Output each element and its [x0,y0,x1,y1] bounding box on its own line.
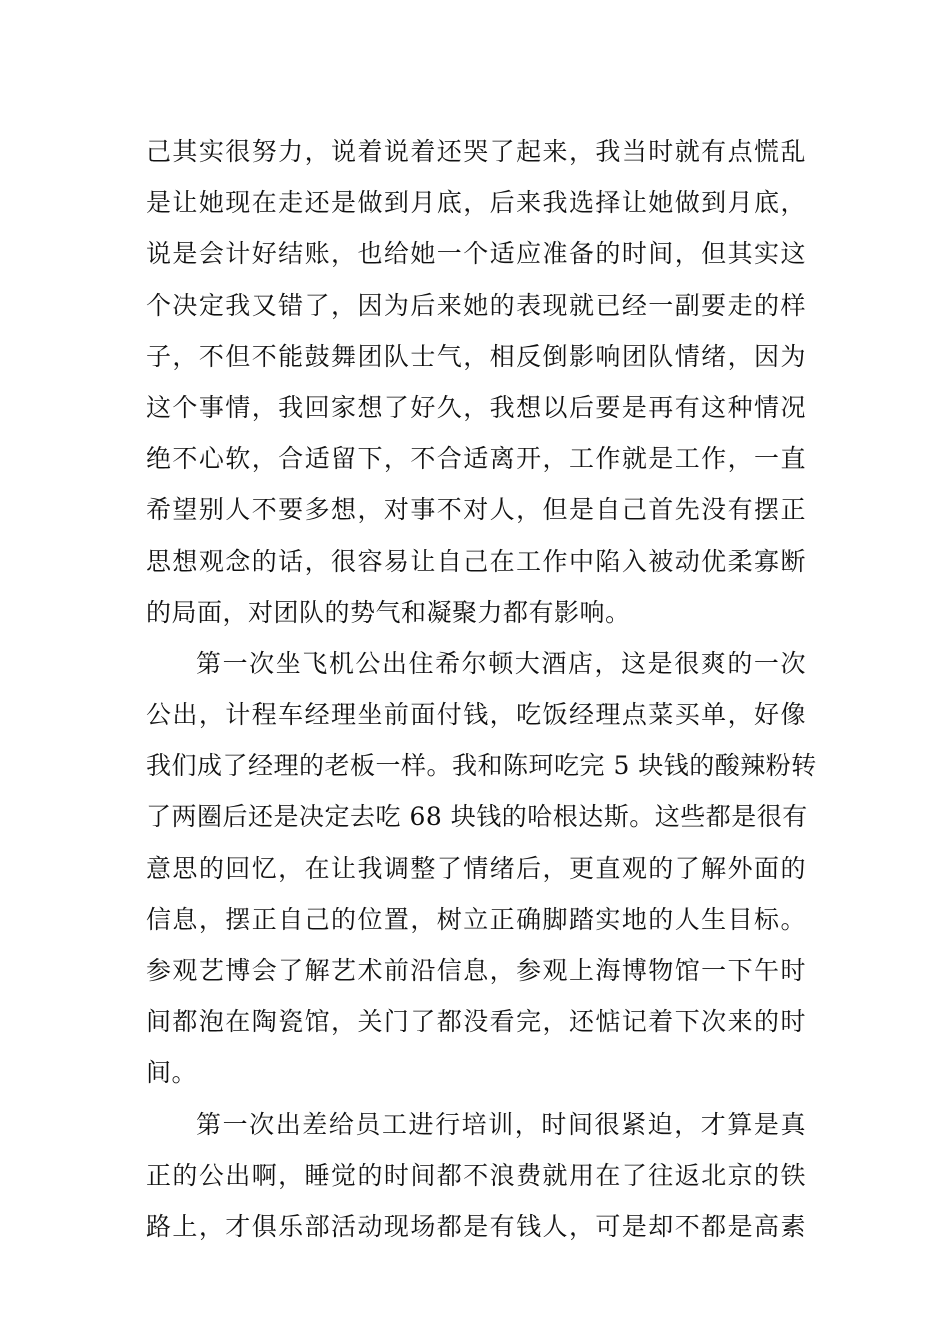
text-line: 子，不但不能鼓舞团队士气，相反倒影响团队情绪，因为 [146,341,806,371]
text-line: 信息，摆正自己的位置，树立正确脚踏实地的人生目标。 [146,904,806,934]
text-line: 路上，才俱乐部活动现场都是有钱人，可是却不都是高素 [146,1211,806,1241]
text-line: 是让她现在走还是做到月底，后来我选择让她做到月底， [146,188,806,218]
paragraph [146,126,806,638]
text-line: 第一次坐飞机公出住希尔顿大酒店，这是很爽的一次 [196,648,806,678]
text-line: 的局面，对团队的势气和凝聚力都有影响。 [146,597,631,627]
text-line: 意思的回忆，在让我调整了情绪后，更直观的了解外面的 [146,853,806,883]
text-line: 公出，计程车经理坐前面付钱，吃饭经理点菜买单，好像 [146,700,806,730]
text-line: 了两圈后还是决定去吃 68 块钱的哈根达斯。这些都是很有 [146,802,808,832]
text-line: 第一次出差给员工进行培训，时间很紧迫，才算是真 [196,1109,806,1139]
text-line: 这个事情，我回家想了好久，我想以后要是再有这种情况 [146,392,806,422]
text-line: 绝不心软，合适留下，不合适离开，工作就是工作，一直 [146,444,806,474]
paragraph [146,638,817,1099]
text-line: 我们成了经理的老板一样。我和陈珂吃完 5 块钱的酸辣粉转 [146,751,817,781]
text-line: 个决定我又错了，因为后来她的表现就已经一副要走的样 [146,290,806,320]
text-line: 间。 [146,1058,198,1088]
text-line: 思想观念的话，很容易让自己在工作中陷入被动优柔寡断 [146,546,806,576]
text-line: 说是会计好结账，也给她一个适应准备的时间，但其实这 [146,239,806,269]
text-line: 希望别人不要多想，对事不对人，但是自己首先没有摆正 [146,495,806,525]
text-line: 己其实很努力，说着说着还哭了起来，我当时就有点慌乱 [146,137,806,166]
text-line: 参观艺博会了解艺术前沿信息，参观上海博物馆一下午时 [146,956,806,985]
text-line: 正的公出啊，睡觉的时间都不浪费就用在了往返北京的铁 [146,1160,806,1190]
document-body [146,126,817,1252]
text-line: 间都泡在陶瓷馆，关门了都没看完，还惦记着下次来的时 [146,1007,806,1037]
paragraph [146,1099,806,1253]
